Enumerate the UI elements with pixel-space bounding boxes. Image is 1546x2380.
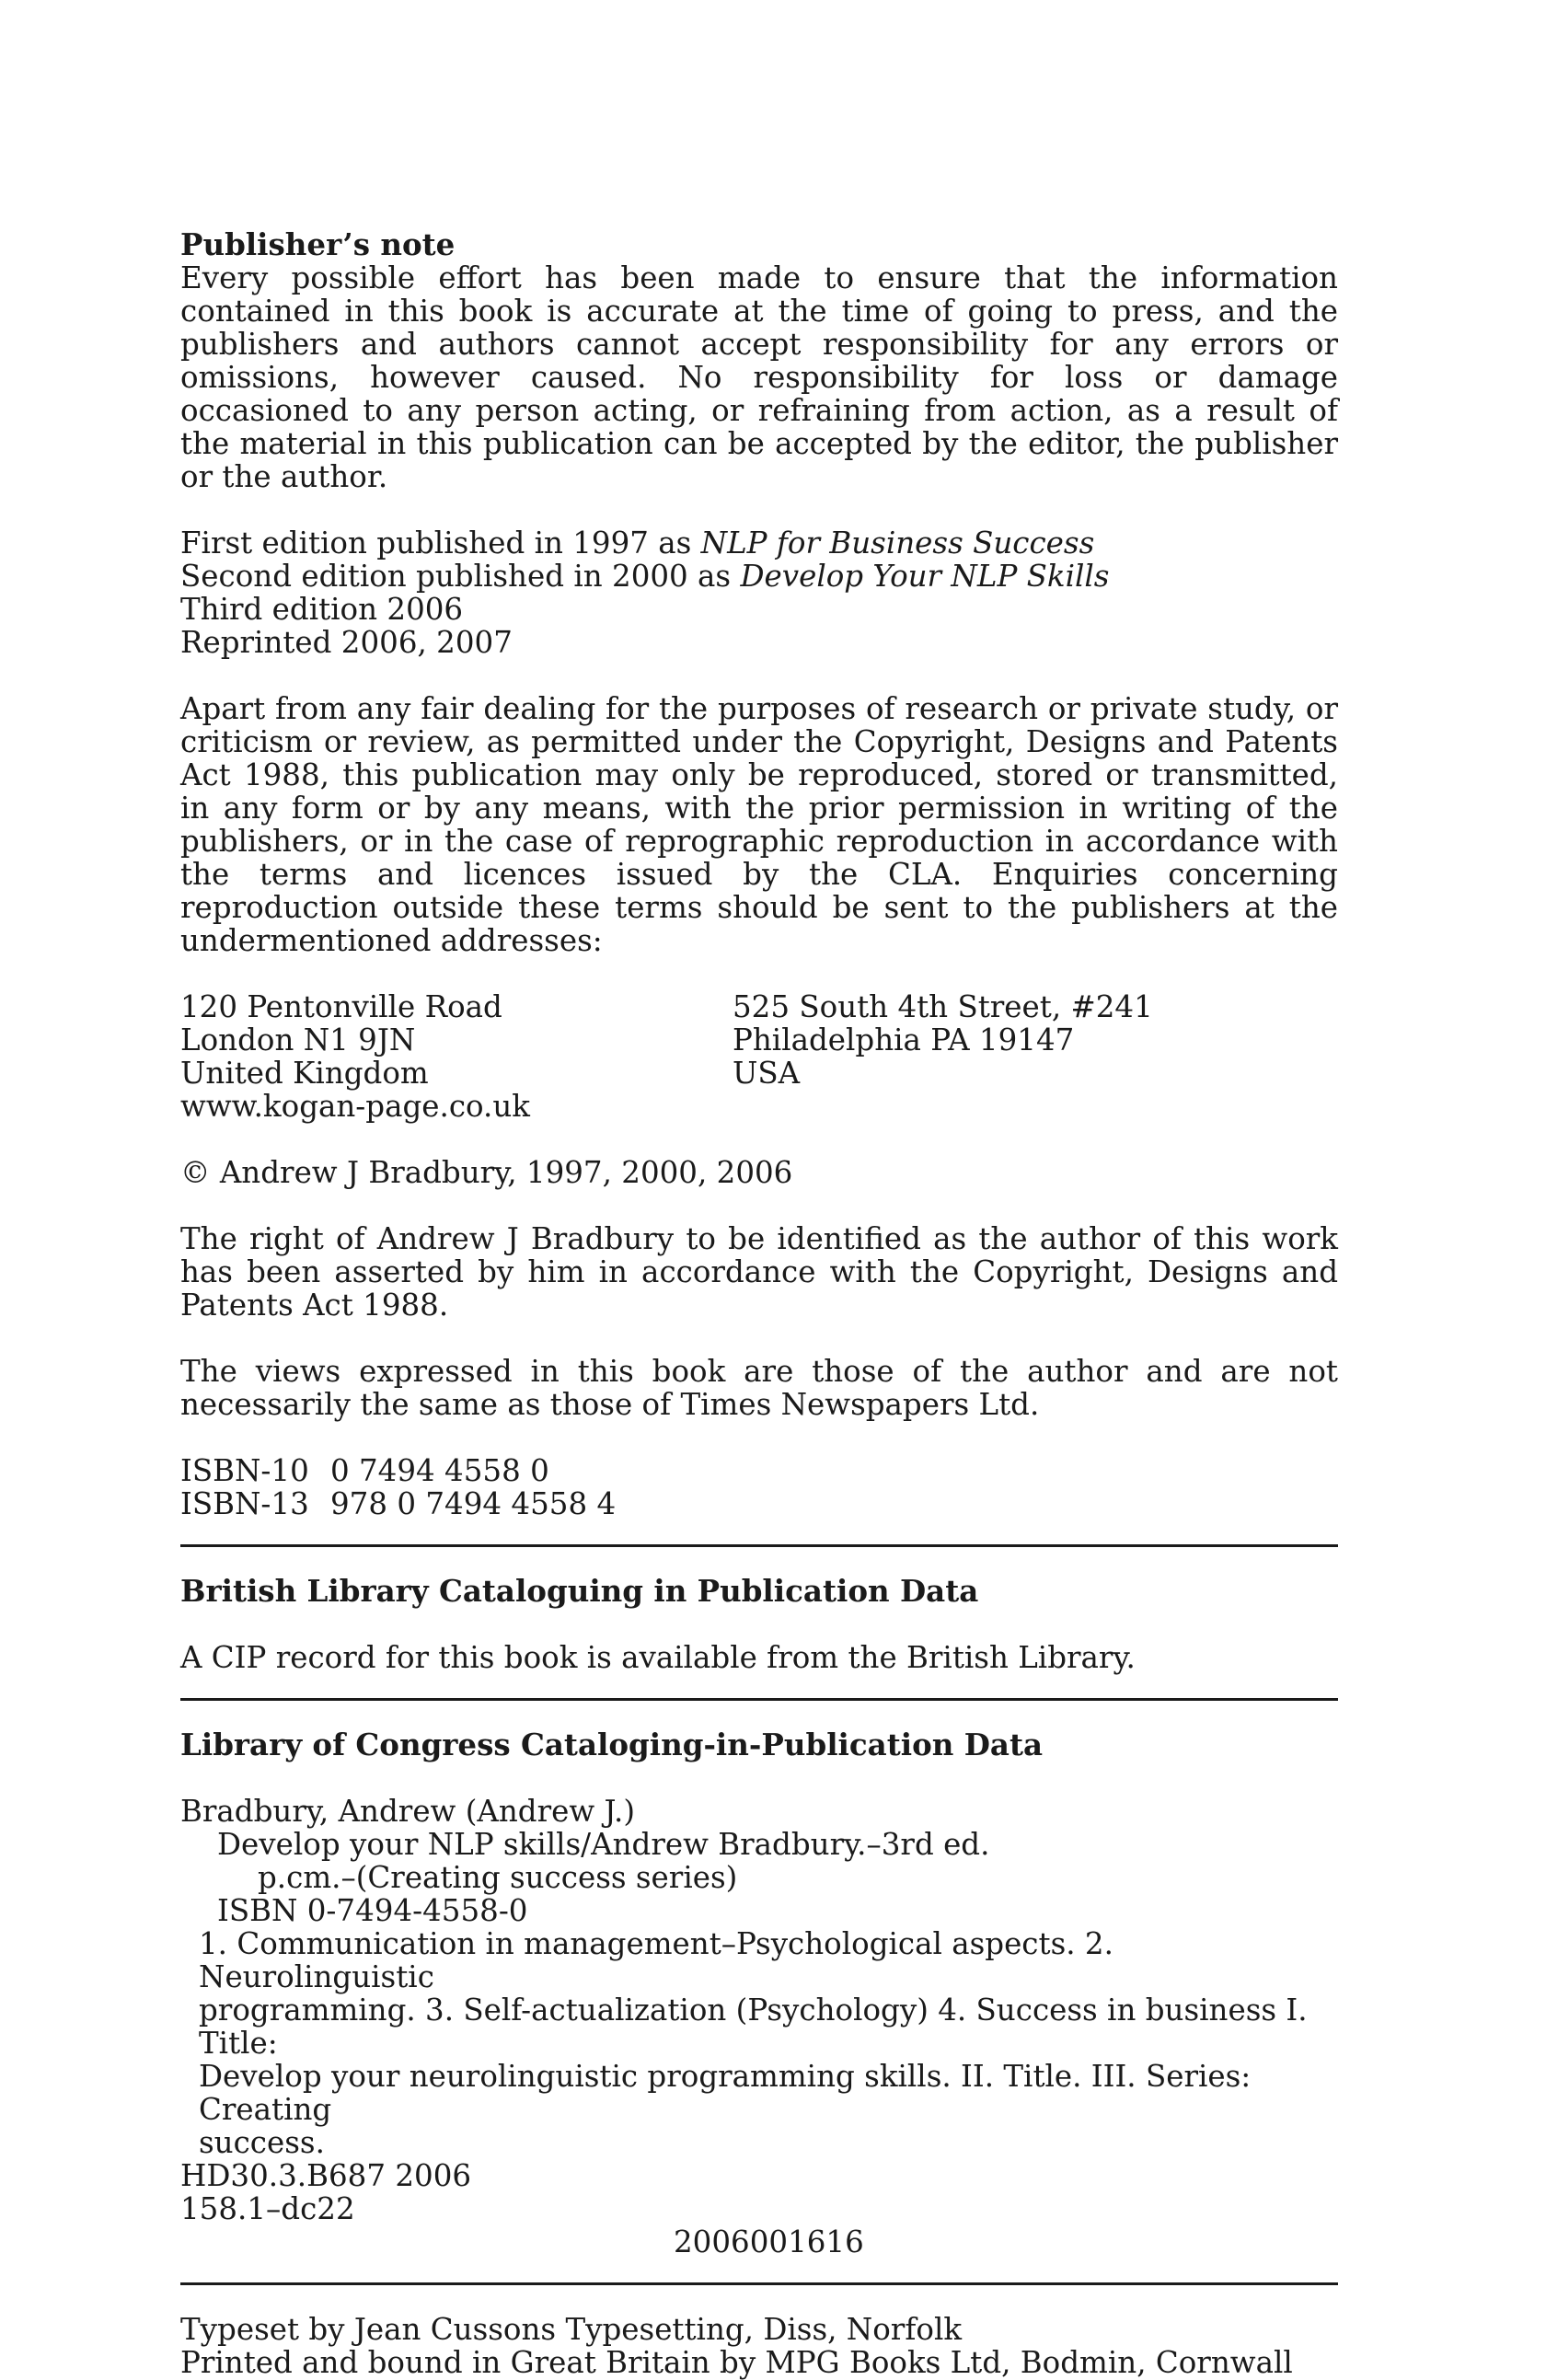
- cip-isbn: ISBN 0-7494-4558-0: [217, 1893, 528, 1928]
- cip-record: Bradbury, Andrew (Andrew J.) Develop your NLP skills/Andrew Bradbury.–3rd ed. p.cm.–(Creating success series) ISBN 0-7494-4558-0 1. Communication in management–Psychological aspects. 2. Neurolinguistic programming. 3. Self-actualization (Psychology) 4. Success in business I. Title: Develop your neurolinguistic programming skills. II. Title. III. Series: Creating success. HD30.3.B687 2006 158.1–dc22 2006001616: [180, 1795, 1338, 2259]
- copyright-page: [180, 228, 1338, 2379]
- isbn-13-row: ISBN-13 978 0 7494 4558 4: [180, 1486, 617, 1521]
- cip-classification: HD30.3.B687 2006: [180, 2158, 472, 2193]
- isbn-block: [180, 1454, 1338, 1520]
- edition-history: [180, 526, 1338, 659]
- cip-dewey: 158.1–dc22: [180, 2191, 355, 2226]
- cip-lccn: 2006001616: [674, 2224, 864, 2259]
- british-library-heading: British Library Cataloguing in Publication Data: [180, 1573, 979, 1609]
- reprinted-line: Reprinted 2006, 2007: [180, 625, 513, 660]
- publishers-note-heading: Publisher’s note: [180, 226, 456, 262]
- publishers-note-text: Every possible effort has been made to ensure that the information contained in this book is accurate at the time of going to press, and the publishers and authors cannot accept responsibility for any errors or omissions, however caused. No responsibility for loss or damage occasioned to any person acting, or refraining from action, as a result of the material in this publication can be accepted by the editor, the publisher or the author.: [180, 260, 1338, 494]
- library-of-congress-heading: Library of Congress Cataloging-in-Publication Data: [180, 1727, 1044, 1762]
- first-edition-title: NLP for Business Success: [700, 526, 1095, 560]
- uk-address: 120 Pentonville Road London N1 9JN United Kingdom www.kogan-page.co.uk: [180, 990, 733, 1123]
- copyright-line: © Andrew J Bradbury, 1997, 2000, 2006: [180, 1155, 793, 1190]
- cip-series: p.cm.–(Creating success series): [258, 1860, 738, 1895]
- british-library-text: A CIP record for this book is available from the British Library.: [180, 1640, 1136, 1675]
- publisher-website: www.kogan-page.co.uk: [180, 1089, 530, 1124]
- first-edition-line: First edition published in 1997 as NLP for Business Success: [180, 526, 1095, 560]
- second-edition-line: Second edition published in 2000 as Develop Your NLP Skills: [180, 559, 1110, 594]
- cip-author: Bradbury, Andrew (Andrew J.): [180, 1794, 636, 1829]
- isbn-10-row: ISBN-10 0 7494 4558 0: [180, 1453, 549, 1488]
- printer-credit: Printed and bound in Great Britain by MPG Books Ltd, Bodmin, Cornwall: [180, 2345, 1293, 2380]
- second-edition-title: Develop Your NLP Skills: [740, 559, 1110, 594]
- copyright-notice: Apart from any fair dealing for the purposes of research or private study, or criticism or review, as permitted under the Copyright, Designs and Patents Act 1988, this publication may only be reproduced, stored or transmitted, in any form or by any means, with the prior permission in writing of the publishers, or in the case of reprographic reproduction in accordance with the terms and licences issued by the CLA. Enquiries concerning reproduction outside these terms should be sent to the publishers at the undermentioned addresses:: [180, 691, 1338, 958]
- moral-rights-statement: The right of Andrew J Bradbury to be identified as the author of this work has been asserted by him in accordance with the Copyright, Designs and Patents Act 1988.: [180, 1221, 1338, 1323]
- third-edition-line: Third edition 2006: [180, 592, 464, 627]
- publisher-addresses: [180, 990, 1338, 1123]
- us-address: 525 South 4th Street, #241 Philadelphia PA 19147 USA: [733, 989, 1153, 1091]
- views-disclaimer: The views expressed in this book are those of the author and are not necessarily the same as those of Times Newspapers Ltd.: [180, 1354, 1338, 1422]
- typesetter-credit: Typeset by Jean Cussons Typesetting, Diss, Norfolk: [180, 2312, 963, 2347]
- cip-title: Develop your NLP skills/Andrew Bradbury.–3rd ed.: [217, 1827, 990, 1862]
- cip-subjects: 1. Communication in management–Psychological aspects. 2. Neurolinguistic: [199, 1926, 1113, 1994]
